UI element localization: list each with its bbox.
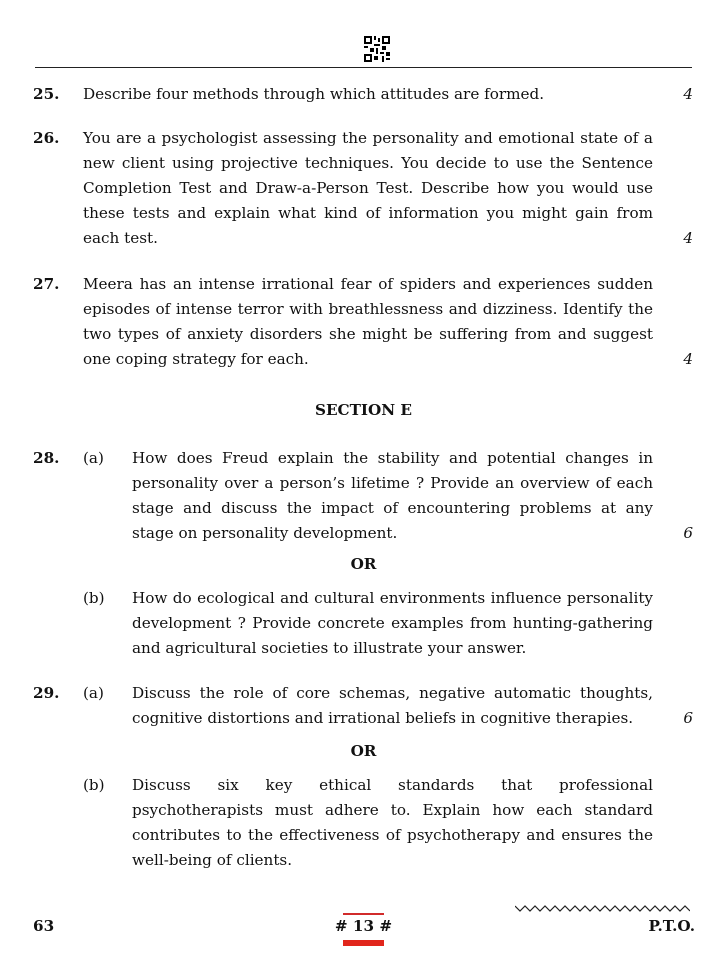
question-number: 25.	[33, 85, 60, 103]
paper-code: 63	[33, 917, 55, 935]
subpart-text: How do ecological and cultural environments influence personality development ? Provide concrete examples from hunting-gathering and agricultural societies to illustrate your answer.	[132, 589, 653, 657]
subpart-text: Discuss the role of core schemas, negative automatic thoughts, cognitive distortions and irrational beliefs in cognitive therapies.	[132, 684, 653, 727]
question-number: 26.	[33, 129, 60, 147]
question-number: 28.	[33, 449, 60, 467]
subpart-label: (b)	[83, 776, 105, 794]
pto-label: P.T.O.	[648, 917, 695, 935]
question-27	[33, 272, 693, 372]
question-text: You are a psychologist assessing the personality and emotional state of a new client using projective techniques. You decide to use the Sentence Completion Test and Draw-a-Person Test. Describe how you would use these tests and explain what kind of information you might gain from each test.	[83, 129, 653, 247]
or-separator: OR	[350, 742, 377, 760]
question-marks: 4	[683, 350, 693, 368]
question-marks: 6	[683, 524, 693, 542]
question-26	[33, 126, 693, 251]
page-number-top-bar	[343, 913, 384, 915]
header-rule	[35, 67, 692, 68]
question-29	[33, 681, 693, 731]
subpart-label: (a)	[83, 684, 104, 702]
question-number: 29.	[33, 684, 60, 702]
question-25	[33, 82, 693, 107]
question-marks: 4	[683, 85, 693, 103]
page-number-bottom-bar	[343, 940, 384, 946]
wavy-line-decoration	[515, 903, 690, 913]
question-text: Describe four methods through which attitudes are formed.	[83, 85, 545, 103]
question-28-b	[33, 586, 693, 661]
question-marks: 6	[683, 709, 693, 727]
question-number: 27.	[33, 275, 60, 293]
subpart-text: How does Freud explain the stability and potential changes in personality over a person’s lifetime ? Provide an overview of each stage and discuss the impact of encountering problems at any stage on personality development.	[132, 449, 653, 542]
or-separator: OR	[350, 555, 377, 573]
section-heading: SECTION E	[314, 401, 412, 419]
qr-code-icon	[364, 36, 390, 62]
subpart-label: (b)	[83, 589, 105, 607]
question-text: Meera has an intense irrational fear of spiders and experiences sudden episodes of intense terror with breathlessness and dizziness. Identify the two types of anxiety disorders she might be suffering from and suggest one coping strategy for each.	[83, 275, 653, 368]
question-marks: 4	[683, 229, 693, 247]
page-number: # 13 #	[334, 917, 393, 935]
subpart-text: Discuss six key ethical standards that professional psychotherapists must adhere to. Explain how each standard contributes to the effectiveness of psychotherapy and ensures the well-being of clients.	[132, 776, 653, 869]
question-29-b	[33, 773, 693, 873]
subpart-label: (a)	[83, 449, 104, 467]
